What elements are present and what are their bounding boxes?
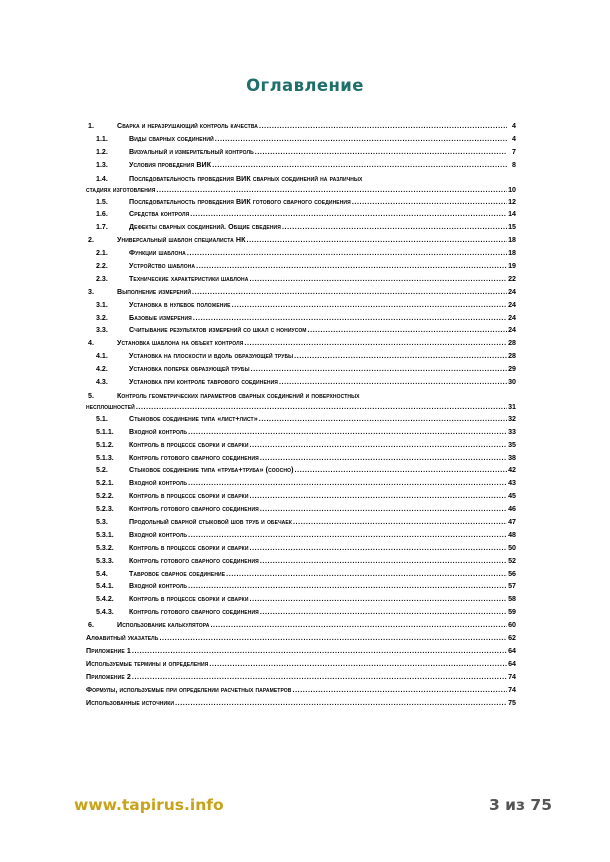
toc-entry-page: 56 bbox=[508, 569, 516, 578]
toc-entry-page: 14 bbox=[508, 210, 516, 219]
toc-entry-title: Использование калькулятора bbox=[117, 621, 210, 630]
toc-dot-leader bbox=[190, 208, 507, 221]
toc-dot-leader bbox=[260, 503, 507, 516]
toc-entry-page: 19 bbox=[508, 262, 516, 270]
toc-entry[interactable] bbox=[86, 697, 516, 710]
toc-entry-number: 4. bbox=[88, 339, 94, 348]
toc-entry-page: 60 bbox=[508, 621, 516, 630]
toc-entry-title: Тавровое сварное соединение bbox=[129, 569, 226, 578]
toc-dot-leader bbox=[156, 185, 507, 196]
toc-dot-leader bbox=[215, 133, 507, 146]
toc-entry-number: 5.1.3. bbox=[96, 453, 114, 462]
toc-entry-title: Функции шаблона bbox=[129, 249, 186, 258]
toc-entry-number: 2.3. bbox=[96, 274, 108, 283]
toc-entry-number: 1.4. bbox=[96, 174, 108, 183]
toc-entry-page: 64 bbox=[508, 646, 516, 655]
toc-entry-title: Используемые термины и определения bbox=[86, 659, 209, 668]
toc-entry-number: 5.3.1. bbox=[96, 530, 114, 539]
toc-dot-leader bbox=[260, 606, 507, 619]
toc-dot-leader bbox=[251, 363, 507, 376]
toc-entry-title: Виды сварных соединений bbox=[129, 134, 214, 143]
toc-entry-title: Считывание результатов измерений со шкал с нониусом bbox=[129, 326, 307, 335]
page-title: Оглавление bbox=[246, 76, 364, 95]
toc-entry-page: 38 bbox=[508, 453, 516, 462]
toc-entry-number: 3. bbox=[88, 287, 94, 296]
toc-entry-page: 29 bbox=[508, 365, 516, 374]
toc-dot-leader bbox=[279, 376, 507, 389]
toc-dot-leader bbox=[132, 645, 507, 658]
toc-entry-title: Установка на плоскости и вдоль образующей трубы bbox=[129, 352, 294, 361]
toc-entry-page: 74 bbox=[508, 685, 516, 694]
toc-entry-title-continued: стадиях изготовления bbox=[86, 185, 156, 194]
toc-dot-leader bbox=[187, 247, 507, 260]
toc-entry-title: Установка поперек образующей трубы bbox=[129, 365, 250, 374]
toc-entry-number: 5.2. bbox=[96, 466, 108, 475]
toc-entry-number: 4.1. bbox=[96, 352, 108, 361]
toc-entry-page: 28 bbox=[508, 339, 516, 348]
toc-entry-number: 1.7. bbox=[96, 223, 108, 232]
toc-entry[interactable] bbox=[86, 593, 516, 606]
toc-dot-leader bbox=[259, 413, 507, 426]
toc-entry-number: 4.3. bbox=[96, 378, 108, 387]
toc-entry[interactable] bbox=[86, 452, 516, 465]
toc-entry-title: Стыковое соединение типа «труба+труба» (соосно) bbox=[129, 466, 294, 475]
toc-entry-title: Визуальный и измерительный контроль bbox=[129, 147, 254, 156]
toc-entry-title: Контроль в процессе сборки и сварки bbox=[129, 595, 249, 604]
toc-entry[interactable] bbox=[86, 529, 516, 542]
toc-entry-page: 24 bbox=[508, 326, 516, 335]
toc-entry[interactable] bbox=[86, 221, 516, 234]
toc-entry[interactable] bbox=[86, 247, 516, 260]
toc-dot-leader bbox=[188, 426, 507, 439]
toc-entry-number: 1.5. bbox=[96, 197, 108, 206]
toc-entry-number: 5.4.2. bbox=[96, 595, 114, 604]
toc-entry[interactable] bbox=[86, 196, 516, 209]
toc-entry-title: Последовательность проведения ВИК готового сварного соединения bbox=[129, 197, 351, 206]
toc-entry-page: 75 bbox=[508, 698, 516, 707]
toc-dot-leader bbox=[250, 593, 507, 606]
toc-entry-page: 4 bbox=[512, 121, 516, 130]
toc-entry-title: Входной контроль bbox=[129, 479, 188, 488]
toc-dot-leader bbox=[232, 299, 507, 312]
toc-entry-number: 3.1. bbox=[96, 300, 108, 309]
toc-entry-page: 32 bbox=[508, 414, 516, 423]
toc-entry-title: Приложение 1 bbox=[86, 646, 131, 655]
toc-entry-title: Приложение 2 bbox=[86, 672, 131, 681]
toc-entry-number: 2. bbox=[88, 236, 94, 245]
toc-entry-number: 5.3.3. bbox=[96, 556, 114, 565]
toc-entry-page: 47 bbox=[508, 518, 516, 527]
footer-page-indicator: 3 из 75 bbox=[488, 796, 552, 814]
toc-entry-title: Сварка и неразрушающий контроль качества bbox=[117, 121, 258, 130]
toc-entry[interactable] bbox=[86, 503, 516, 516]
toc-entry-number: 5.2.1. bbox=[96, 479, 114, 488]
toc-dot-leader bbox=[209, 658, 507, 671]
toc-entry-page: 8 bbox=[512, 160, 516, 169]
toc-entry-number: 3.2. bbox=[96, 313, 108, 322]
toc-entry-page: 22 bbox=[508, 274, 516, 283]
toc-entry-page: 43 bbox=[508, 479, 516, 488]
toc-entry-number: 4.2. bbox=[96, 365, 108, 374]
toc-entry-number: 5.1.2. bbox=[96, 440, 114, 449]
toc-entry-number: 2.1. bbox=[96, 249, 108, 258]
toc-entry-title: Стыковое соединение типа «лист+лист» bbox=[129, 414, 258, 423]
toc-entry[interactable] bbox=[86, 684, 516, 697]
toc-entry-title: Использованные источники bbox=[86, 698, 175, 707]
toc-entry[interactable] bbox=[86, 376, 516, 389]
toc-entry-number: 2.2. bbox=[96, 262, 108, 270]
toc-entry-page: 24 bbox=[508, 287, 516, 296]
toc-entry-page: 15 bbox=[508, 223, 516, 232]
toc-entry[interactable] bbox=[86, 174, 516, 196]
toc-entry-title: Установка при контроле таврового соединения bbox=[129, 378, 278, 387]
toc-entry[interactable] bbox=[86, 671, 516, 684]
toc-entry-title: Контроль в процессе сборки и сварки bbox=[129, 543, 249, 552]
toc-entry-title: Установка в нулевое положение bbox=[129, 300, 231, 309]
toc-dot-leader bbox=[188, 581, 507, 594]
toc-entry-page: 50 bbox=[508, 543, 516, 552]
toc-entry[interactable] bbox=[86, 391, 516, 413]
toc-dot-leader bbox=[192, 286, 507, 299]
toc-dot-leader bbox=[210, 619, 507, 632]
toc-entry-page: 28 bbox=[508, 352, 516, 361]
toc-entry-number: 1.6. bbox=[96, 210, 108, 219]
toc-dot-leader bbox=[249, 273, 507, 286]
toc-entry[interactable] bbox=[86, 439, 516, 452]
toc-entry-page: 74 bbox=[508, 672, 516, 681]
toc-entry-page: 30 bbox=[508, 378, 516, 387]
toc-entry-title: Алфавитный указатель bbox=[86, 634, 159, 643]
toc-entry[interactable] bbox=[86, 645, 516, 658]
toc-entry-title: Входной контроль bbox=[129, 582, 188, 591]
toc-entry[interactable] bbox=[86, 632, 516, 645]
toc-entry-title: Продольный сварной стыковой шов труб и обечаек bbox=[129, 518, 292, 527]
toc-entry[interactable] bbox=[86, 208, 516, 221]
toc-entry-page: 31 bbox=[508, 402, 516, 411]
toc-entry-number: 1.1. bbox=[96, 134, 108, 143]
toc-entry-number: 5.2.3. bbox=[96, 505, 114, 514]
toc-entry-number: 1. bbox=[88, 121, 94, 130]
toc-entry-title: Последовательность проведения ВИК сварных соединений на различных bbox=[129, 174, 363, 183]
toc-entry-page: 4 bbox=[512, 134, 516, 143]
toc-entry-page: 58 bbox=[508, 595, 516, 604]
toc-entry[interactable] bbox=[86, 606, 516, 619]
toc-dot-leader bbox=[352, 196, 507, 209]
toc-entry-page: 18 bbox=[508, 249, 516, 258]
toc-entry[interactable] bbox=[86, 477, 516, 490]
toc-entry[interactable] bbox=[86, 490, 516, 503]
toc-entry-page: 24 bbox=[508, 300, 516, 309]
toc-dot-leader bbox=[293, 516, 507, 529]
toc-entry-title: Контроль геометрических параметров сварных соединений и поверхностных bbox=[117, 391, 360, 400]
toc-dot-leader bbox=[244, 337, 507, 350]
footer-website-link[interactable]: www.tapirus.info bbox=[74, 796, 224, 814]
toc-entry[interactable] bbox=[86, 312, 516, 325]
toc-entry-page: 57 bbox=[508, 582, 516, 591]
toc-entry-title: Контроль в процессе сборки и сварки bbox=[129, 492, 249, 501]
toc-entry-number: 5.3. bbox=[96, 518, 108, 527]
toc-dot-leader bbox=[132, 671, 507, 684]
toc-entry-page: 52 bbox=[508, 556, 516, 565]
toc-entry-title: Формулы, используемые при определении расчетных параметров bbox=[86, 685, 292, 694]
toc-entry[interactable] bbox=[86, 464, 516, 477]
toc-entry-page: 42 bbox=[508, 466, 516, 475]
toc-entry-page: 59 bbox=[508, 608, 516, 617]
toc-dot-leader bbox=[255, 146, 507, 159]
toc-entry-page: 33 bbox=[508, 427, 516, 436]
toc-dot-leader bbox=[259, 120, 507, 133]
toc-entry[interactable] bbox=[86, 363, 516, 376]
toc-entry[interactable] bbox=[86, 516, 516, 529]
toc-entry[interactable] bbox=[86, 324, 516, 337]
toc-entry-title: Контроль в процессе сборки и сварки bbox=[129, 440, 249, 449]
toc-entry-title: Базовые измерения bbox=[129, 313, 192, 322]
toc-dot-leader bbox=[294, 350, 507, 363]
toc-dot-leader bbox=[260, 452, 507, 465]
toc-entry-page: 45 bbox=[508, 492, 516, 501]
toc-entry[interactable] bbox=[86, 350, 516, 363]
toc-entry[interactable] bbox=[86, 260, 516, 273]
toc-entry[interactable] bbox=[86, 133, 516, 146]
toc-dot-leader bbox=[188, 477, 507, 490]
toc-entry[interactable] bbox=[86, 581, 516, 594]
toc-entry[interactable] bbox=[86, 146, 516, 159]
toc-entry-title: Установка шаблона на объект контроля bbox=[117, 339, 244, 348]
toc-entry-number: 3.3. bbox=[96, 326, 108, 335]
toc-dot-leader bbox=[308, 324, 507, 337]
toc-entry-page: 7 bbox=[512, 147, 516, 156]
toc-entry-page: 64 bbox=[508, 659, 516, 668]
toc-entry[interactable] bbox=[86, 542, 516, 555]
toc-entry[interactable] bbox=[86, 273, 516, 286]
toc-entry-page: 46 bbox=[508, 505, 516, 514]
toc-entry-title-continued: несплошностей bbox=[86, 402, 135, 411]
toc-entry-number: 5.3.2. bbox=[96, 543, 114, 552]
toc-entry-number: 5.4.1. bbox=[96, 582, 114, 591]
toc-dot-leader bbox=[295, 464, 507, 477]
toc-entry-title: Контроль готового сварного соединения bbox=[129, 505, 259, 514]
toc-entry-title: Условия проведения ВИК bbox=[129, 160, 212, 169]
toc-entry[interactable] bbox=[86, 286, 516, 299]
toc-entry-page: 62 bbox=[508, 634, 516, 643]
toc-entry-title: Устройство шаблона bbox=[129, 262, 196, 270]
toc-dot-leader bbox=[293, 684, 507, 697]
toc-dot-leader bbox=[250, 439, 507, 452]
table-of-contents bbox=[86, 120, 516, 709]
toc-entry[interactable] bbox=[86, 120, 516, 133]
toc-entry-number: 6. bbox=[88, 621, 94, 630]
toc-entry-title: Универсальный шаблон специалиста НК bbox=[117, 236, 246, 245]
toc-dot-leader bbox=[260, 555, 507, 568]
toc-entry[interactable] bbox=[86, 619, 516, 632]
toc-entry-number: 5.1. bbox=[96, 414, 108, 423]
toc-dot-leader bbox=[247, 234, 507, 247]
toc-dot-leader bbox=[212, 159, 507, 172]
toc-dot-leader bbox=[282, 221, 507, 234]
toc-dot-leader bbox=[188, 529, 507, 542]
toc-entry[interactable] bbox=[86, 234, 516, 247]
toc-entry-title: Контроль готового сварного соединения bbox=[129, 608, 259, 617]
toc-entry-page: 24 bbox=[508, 313, 516, 322]
toc-entry-page: 35 bbox=[508, 440, 516, 449]
toc-entry[interactable] bbox=[86, 658, 516, 671]
toc-entry-page: 12 bbox=[508, 197, 516, 206]
toc-entry-page: 18 bbox=[508, 236, 516, 245]
toc-dot-leader bbox=[175, 697, 507, 710]
toc-entry-title: Технические характеристики шаблона bbox=[129, 274, 249, 283]
toc-entry-number: 1.3. bbox=[96, 160, 108, 169]
toc-entry-number: 5.1.1. bbox=[96, 427, 114, 436]
toc-dot-leader bbox=[196, 260, 507, 273]
toc-entry-title: Входной контроль bbox=[129, 427, 188, 436]
toc-entry[interactable] bbox=[86, 568, 516, 581]
toc-entry[interactable] bbox=[86, 413, 516, 426]
toc-entry-page: 10 bbox=[508, 185, 516, 194]
toc-dot-leader bbox=[250, 490, 507, 503]
toc-dot-leader bbox=[250, 542, 507, 555]
toc-entry[interactable] bbox=[86, 337, 516, 350]
toc-entry-title: Выполнение измерений bbox=[117, 287, 192, 296]
toc-entry-page: 48 bbox=[508, 530, 516, 539]
toc-entry-title: Контроль готового сварного соединения bbox=[129, 453, 259, 462]
toc-entry-title: Средства контроля bbox=[129, 210, 190, 219]
toc-dot-leader bbox=[136, 402, 507, 413]
toc-dot-leader bbox=[226, 568, 507, 581]
toc-entry-title: Контроль готового сварного соединения bbox=[129, 556, 259, 565]
toc-entry-title: Входной контроль bbox=[129, 530, 188, 539]
toc-entry[interactable] bbox=[86, 555, 516, 568]
toc-entry-title: Дефекты сварных соединений. Общие сведения bbox=[129, 223, 281, 232]
toc-entry-number: 5. bbox=[88, 391, 94, 400]
toc-entry-number: 1.2. bbox=[96, 147, 108, 156]
toc-entry[interactable] bbox=[86, 426, 516, 439]
toc-entry-number: 5.2.2. bbox=[96, 492, 114, 501]
toc-dot-leader bbox=[159, 632, 507, 645]
toc-entry[interactable] bbox=[86, 299, 516, 312]
toc-entry-number: 5.4. bbox=[96, 569, 108, 578]
toc-entry-number: 5.4.3. bbox=[96, 608, 114, 617]
toc-entry[interactable] bbox=[86, 159, 516, 172]
toc-dot-leader bbox=[193, 312, 507, 325]
